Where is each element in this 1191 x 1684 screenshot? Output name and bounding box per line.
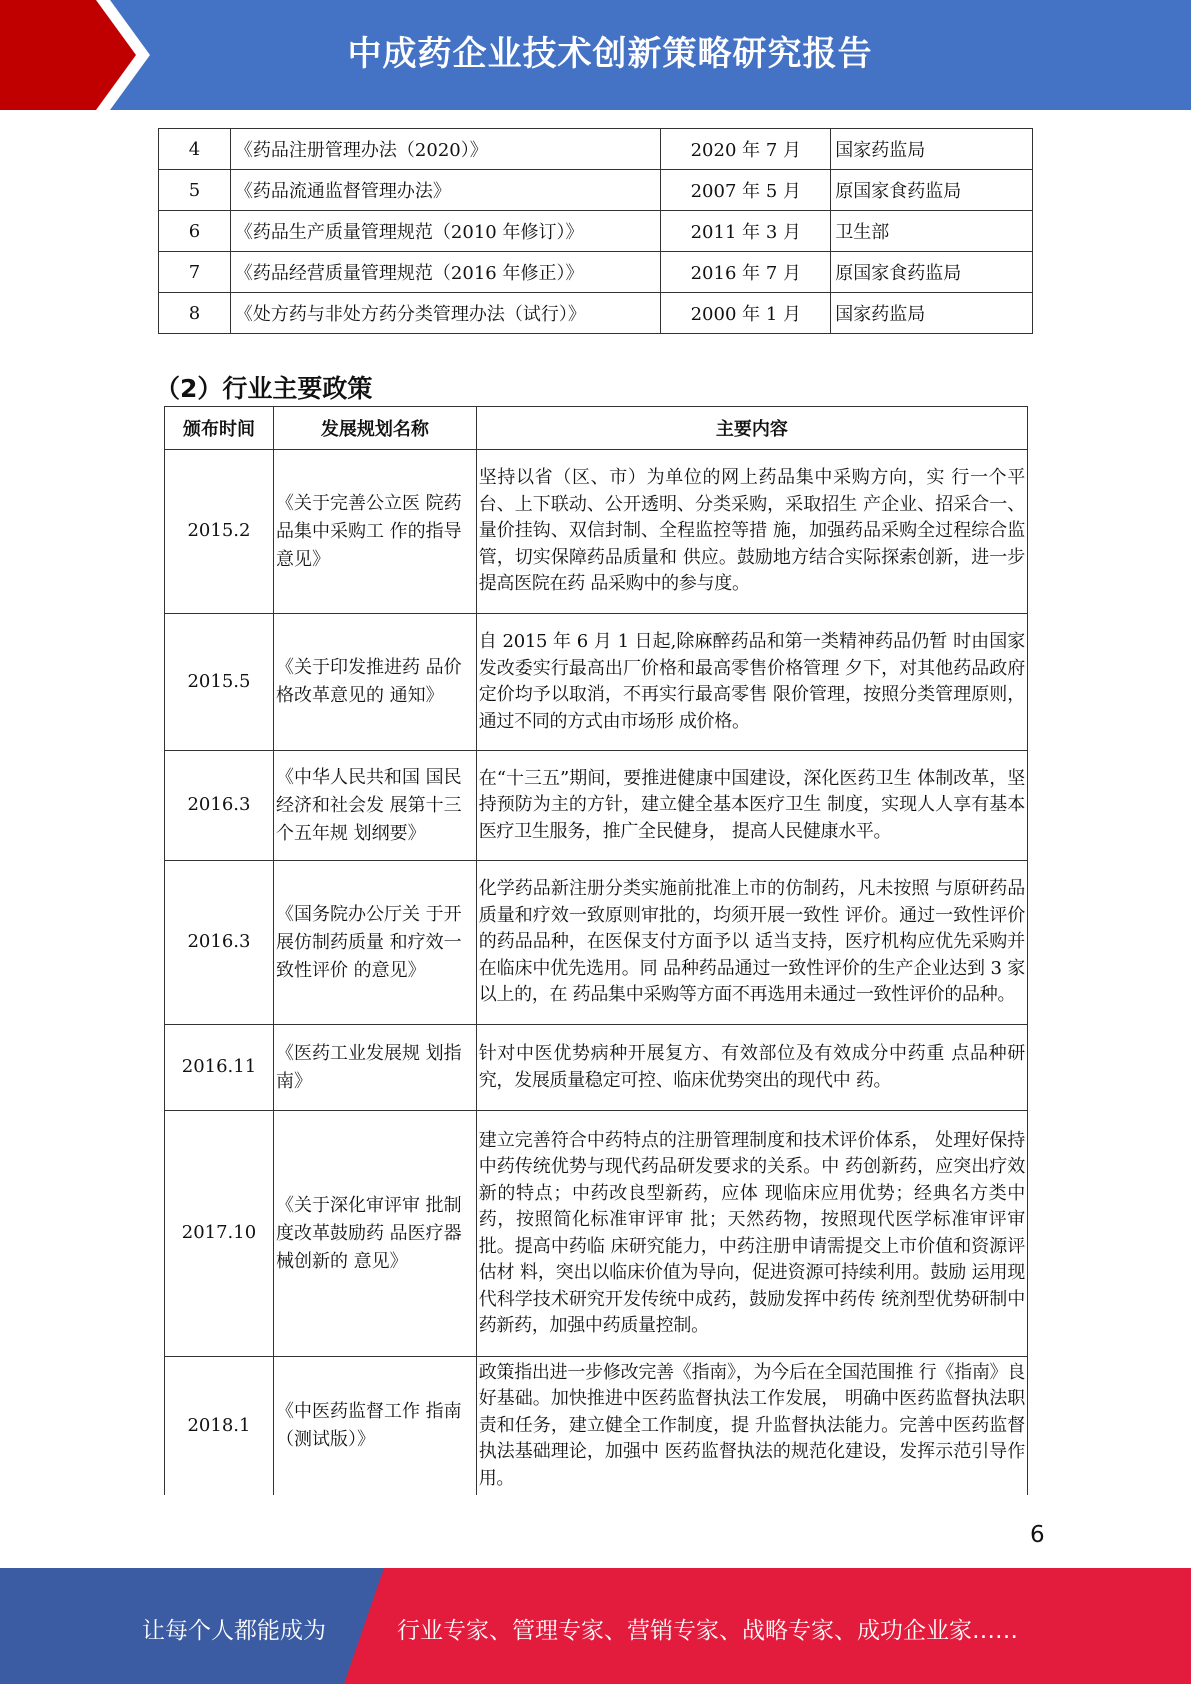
- footer-slogan-right: 行业专家、管理专家、营销专家、战略专家、成功企业家……: [397, 1618, 1018, 1644]
- policy-date: 2016.3: [165, 751, 274, 861]
- column-header-name: 发展规划名称: [273, 407, 476, 450]
- regulation-date: 2007 年 5 月: [661, 170, 831, 211]
- policy-name: 《关于印发推进药 品价格改革意见的 通知》: [273, 614, 476, 751]
- table-row: [165, 1111, 1028, 1357]
- table-row: [159, 293, 1033, 334]
- policy-content: 化学药品新注册分类实施前批准上市的仿制药，凡未按照 与原研药品质量和疗效一致原则审批的，均须开展一致性 评价。通过一致性评价的药品品种，在医保支付方面予以 适当支持，医疗机构应优先采购并在临床中优先选用。同 品种药品通过一致性评价的生产企业达到 3 家以上的，在 药品集中采购等方面不再选用未通过一致性评价的品种。: [476, 861, 1027, 1025]
- policy-name: 《关于深化审评审 批制度改革鼓励药 品医疗器械创新的 意见》: [273, 1111, 476, 1357]
- footer-slogan-left: 让每个人都能成为: [142, 1618, 326, 1644]
- policy-content: 在“十三五”期间，要推进健康中国建设，深化医药卫生 体制改革，坚持预防为主的方针，建立健全基本医疗卫生 制度，实现人人享有基本医疗卫生服务，推广全民健身， 提高人民健康水平。: [476, 751, 1027, 861]
- policy-content: 政策指出进一步修改完善《指南》，为今后在全国范围推 行《指南》良好基础。加快推进中医药监督执法工作发展， 明确中医药监督执法职责和任务，建立健全工作制度，提 升监督执法能力。完善中医药监督执法基础理论，加强中 医药监督执法的规范化建设，发挥示范引导作用。: [476, 1357, 1027, 1495]
- policy-date: 2016.3: [165, 861, 274, 1025]
- row-number: 6: [159, 211, 231, 252]
- policy-date: 2016.11: [165, 1025, 274, 1111]
- page-number: 6: [1030, 1522, 1045, 1548]
- policy-date: 2017.10: [165, 1111, 274, 1357]
- table-row: [159, 170, 1033, 211]
- row-number: 5: [159, 170, 231, 211]
- regulation-agency: 国家药监局: [831, 293, 1033, 334]
- regulation-agency: 卫生部: [831, 211, 1033, 252]
- policy-name: 《中医药监督工作 指南（测试版）》: [273, 1357, 476, 1495]
- header-chevron-decoration: [0, 0, 160, 110]
- table-row: [159, 129, 1033, 170]
- regulation-date: 2020 年 7 月: [661, 129, 831, 170]
- table-row: [165, 1357, 1028, 1495]
- policy-table: [164, 406, 1028, 1495]
- policy-name: 《医药工业发展规 划指南》: [273, 1025, 476, 1111]
- regulation-name: 《药品生产质量管理规范（2010 年修订）》: [230, 211, 661, 252]
- column-header-date: 颁布时间: [165, 407, 274, 450]
- row-number: 8: [159, 293, 231, 334]
- document-title: 中成药企业技术创新策略研究报告: [347, 34, 873, 74]
- regulation-date: 2016 年 7 月: [661, 252, 831, 293]
- policy-date: 2015.2: [165, 450, 274, 614]
- regulation-name: 《药品流通监督管理办法》: [230, 170, 661, 211]
- table-row: [159, 211, 1033, 252]
- regulation-date: 2000 年 1 月: [661, 293, 831, 334]
- row-number: 4: [159, 129, 231, 170]
- table-row: [165, 614, 1028, 751]
- regulation-agency: 原国家食药监局: [831, 252, 1033, 293]
- table-row: [165, 861, 1028, 1025]
- page-header: [0, 0, 1191, 110]
- policy-name: 《关于完善公立医 院药品集中采购工 作的指导意见》: [273, 450, 476, 614]
- policy-content: 建立完善符合中药特点的注册管理制度和技术评价体系， 处理好保持中药传统优势与现代药品研发要求的关系。中 药创新药，应突出疗效新的特点；中药改良型新药，应体 现临床应用优势；经典名方类中药，按照简化标准审评审 批；天然药物，按照现代医学标准审评审批。提高中药临 床研究能力，中药注册申请需提交上市价值和资源评估材 料，突出以临床价值为导向，促进资源可持续利用。鼓励 运用现代科学技术研究开发传统中成药，鼓励发挥中药传 统剂型优势研制中药新药，加强中药质量控制。: [476, 1111, 1027, 1357]
- table-header-row: [165, 407, 1028, 450]
- section-heading: （2）行业主要政策: [155, 374, 373, 403]
- table-row: [165, 450, 1028, 614]
- policy-name: 《中华人民共和国 国民经济和社会发 展第十三个五年规 划纲要》: [273, 751, 476, 861]
- table-row: [159, 252, 1033, 293]
- table-row: [165, 1025, 1028, 1111]
- regulation-agency: 原国家食药监局: [831, 170, 1033, 211]
- policy-date: 2018.1: [165, 1357, 274, 1495]
- regulation-agency: 国家药监局: [831, 129, 1033, 170]
- regulation-name: 《药品经营质量管理规范（2016 年修正）》: [230, 252, 661, 293]
- policy-content: 针对中医优势病种开展复方、有效部位及有效成分中药重 点品种研究，发展质量稳定可控、临床优势突出的现代中 药。: [476, 1025, 1027, 1111]
- policy-date: 2015.5: [165, 614, 274, 751]
- page-footer: [0, 1568, 1191, 1684]
- row-number: 7: [159, 252, 231, 293]
- table-row: [165, 751, 1028, 861]
- policy-content: 自 2015 年 6 月 1 日起,除麻醉药品和第一类精神药品仍暂 时由国家发改委实行最高出厂价格和最高零售价格管理 夕下，对其他药品政府定价均予以取消，不再实行最高零售 限价管理，按照分类管理原则，通过不同的方式由市场形 成价格。: [476, 614, 1027, 751]
- regulations-table: [158, 128, 1033, 334]
- regulation-name: 《药品注册管理办法（2020）》: [230, 129, 661, 170]
- policy-content: 坚持以省（区、市）为单位的网上药品集中采购方向，实 行一个平台、上下联动、公开透明、分类采购，采取招生 产企业、招采合一、量价挂钩、双信封制、全程监控等措 施，加强药品采购全过程综合监管，切实保障药品质量和 供应。鼓励地方结合实际探索创新，进一步提高医院在药 品采购中的参与度。: [476, 450, 1027, 614]
- regulation-name: 《处方药与非处方药分类管理办法（试行）》: [230, 293, 661, 334]
- regulation-date: 2011 年 3 月: [661, 211, 831, 252]
- column-header-content: 主要内容: [476, 407, 1027, 450]
- policy-name: 《国务院办公厅关 于开展仿制药质量 和疗效一致性评价 的意见》: [273, 861, 476, 1025]
